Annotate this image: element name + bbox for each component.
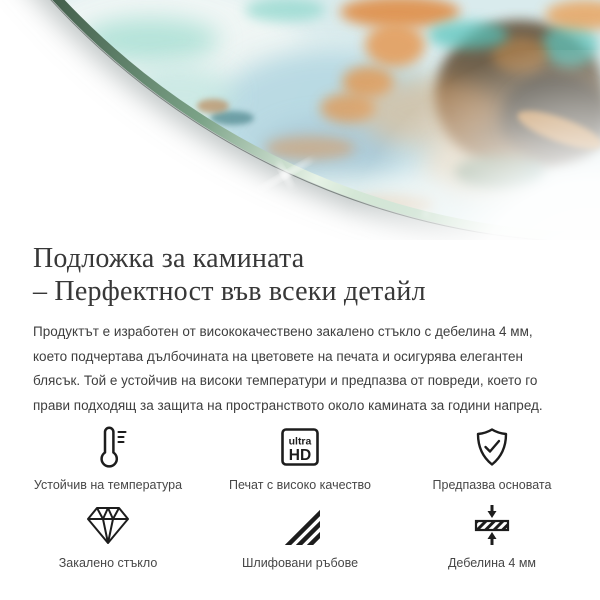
feature-print-quality — [208, 424, 392, 492]
feature-temperature — [16, 424, 200, 492]
page-title — [33, 242, 567, 308]
svg-text:ultra: ultra — [288, 435, 312, 448]
feature-label: Закалено стъкло — [58, 556, 158, 570]
white-fade-overlay — [300, 50, 600, 240]
features-grid — [0, 424, 600, 570]
shield-check-icon — [469, 424, 515, 470]
page-title-line1: Подложка за камината — [33, 243, 305, 274]
feature-label: Дебелина 4 мм — [447, 556, 537, 570]
feature-label: Шлифовани ръбове — [241, 556, 359, 570]
feature-protects-base — [400, 424, 584, 492]
product-image — [0, 0, 600, 240]
feature-tempered-glass — [16, 502, 200, 570]
feature-thickness — [400, 502, 584, 570]
page-title-line2: – Перфектност във всеки детайл — [33, 276, 426, 307]
polished-edges-icon — [277, 502, 323, 548]
feature-label: Предпазва основата — [432, 478, 552, 492]
product-description-section — [0, 242, 600, 418]
ultra-hd-icon — [277, 424, 323, 470]
glass-mat-illustration — [0, 0, 600, 240]
svg-text:HD: HD — [288, 447, 312, 464]
diamond-icon — [84, 502, 132, 548]
feature-label: Печат с високо качество — [229, 478, 371, 492]
thermometer-icon — [86, 424, 130, 470]
product-description: Продуктът е изработен от висококачествено закалено стъкло с дебелина 4 мм, което подчертава дълбочината на цветовете на печата и осигурява елегантен блясък. Той е устойчив на високи температури и предпазва от повреди, което го прави подходящ за защита на пространството около камината за години напред. — [33, 324, 543, 413]
feature-label: Устойчив на температура — [33, 478, 183, 492]
thickness-icon — [469, 502, 515, 548]
feature-polished-edges — [208, 502, 392, 570]
